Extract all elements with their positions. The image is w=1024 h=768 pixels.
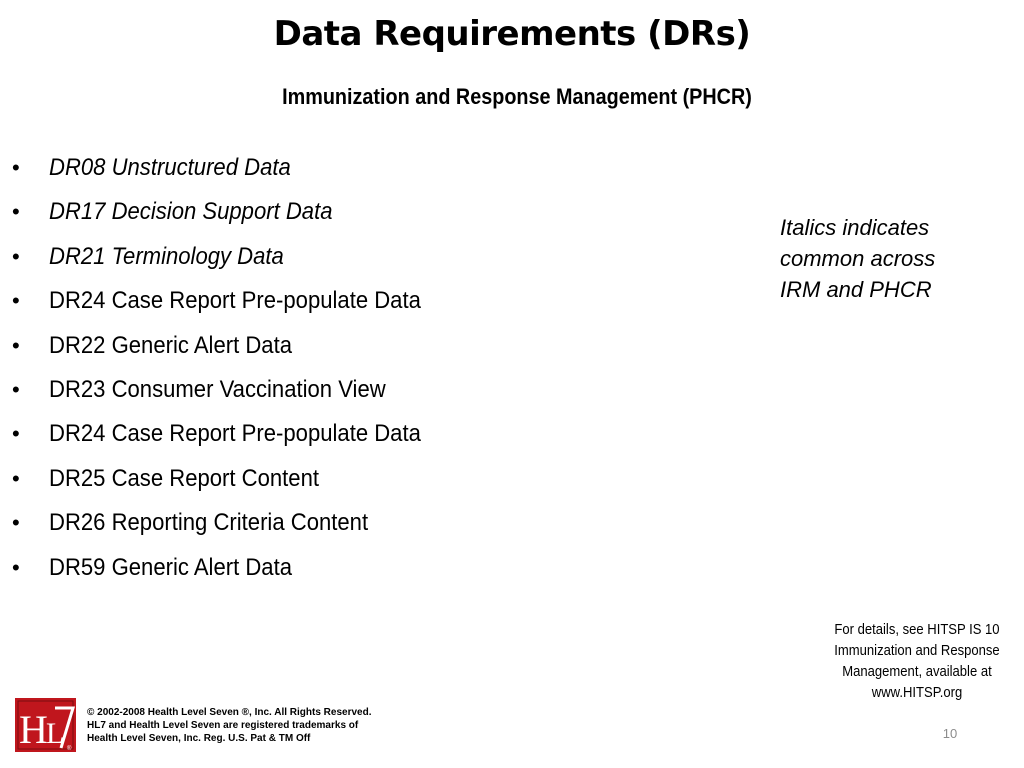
list-item-text: DR17 Decision Support Data — [49, 198, 333, 226]
list-item — [12, 505, 453, 549]
slide-title: Data Requirements (DRs) — [273, 14, 751, 54]
list-item-text: DR24 Case Report Pre-populate Data — [49, 420, 421, 448]
list-item-text: DR08 Unstructured Data — [49, 154, 291, 181]
note-line: common across — [780, 246, 936, 271]
bullet-icon: • — [12, 554, 20, 580]
note-line: Immunization and Response — [834, 643, 1000, 659]
hl7-logo-mark — [15, 698, 76, 752]
list-item — [12, 239, 453, 283]
slide-subtitle: Immunization and Response Management (PHCR) — [282, 84, 752, 109]
bullet-icon: • — [12, 421, 20, 447]
list-item — [12, 328, 453, 372]
list-item-text: DR25 Case Report Content — [49, 464, 320, 492]
list-item — [12, 550, 453, 594]
list-item-text: DR21 Terminology Data — [49, 242, 284, 270]
note-line: IRM and PHCR — [780, 277, 932, 302]
italics-legend-note — [780, 212, 1000, 305]
note-line: Management, available at — [842, 664, 992, 680]
list-item — [12, 416, 453, 460]
list-item — [12, 372, 453, 416]
list-item — [12, 461, 453, 505]
copyright-notice — [87, 706, 372, 745]
bullet-icon: • — [12, 243, 20, 269]
copyright-line: Health Level Seven, Inc. Reg. U.S. Pat & TM Off — [87, 733, 311, 744]
bullet-icon: • — [12, 155, 20, 180]
list-item-text: DR59 Generic Alert Data — [49, 553, 292, 581]
details-reference-note — [812, 620, 1022, 704]
list-item — [12, 194, 453, 238]
copyright-line: © 2002-2008 Health Level Seven ®, Inc. All Rights Reserved. — [87, 707, 372, 718]
page-number: 10 — [942, 726, 958, 741]
list-item-text: DR22 Generic Alert Data — [49, 331, 292, 359]
bullet-icon: • — [12, 465, 20, 491]
svg-text:L: L — [46, 717, 65, 750]
bullet-icon: • — [12, 332, 20, 358]
copyright-line: HL7 and Health Level Seven are registered trademarks of — [87, 720, 359, 731]
hl7-logo — [15, 698, 76, 752]
bullet-icon: • — [12, 376, 20, 402]
list-item-text: DR24 Case Report Pre-populate Data — [49, 287, 421, 315]
bullet-icon: • — [12, 199, 20, 225]
list-item-text: DR23 Consumer Vaccination View — [49, 375, 386, 403]
bullet-icon: • — [12, 510, 20, 536]
list-item — [12, 150, 453, 194]
svg-text:®: ® — [67, 746, 72, 752]
svg-text:H: H — [19, 707, 48, 752]
bullet-icon: • — [12, 288, 20, 314]
data-requirements-list — [12, 150, 453, 594]
note-line: www.HITSP.org — [871, 685, 963, 701]
note-line: Italics indicates — [780, 215, 930, 240]
list-item — [12, 283, 453, 327]
note-line: For details, see HITSP IS 10 — [834, 622, 1000, 638]
list-item-text: DR26 Reporting Criteria Content — [49, 509, 369, 537]
